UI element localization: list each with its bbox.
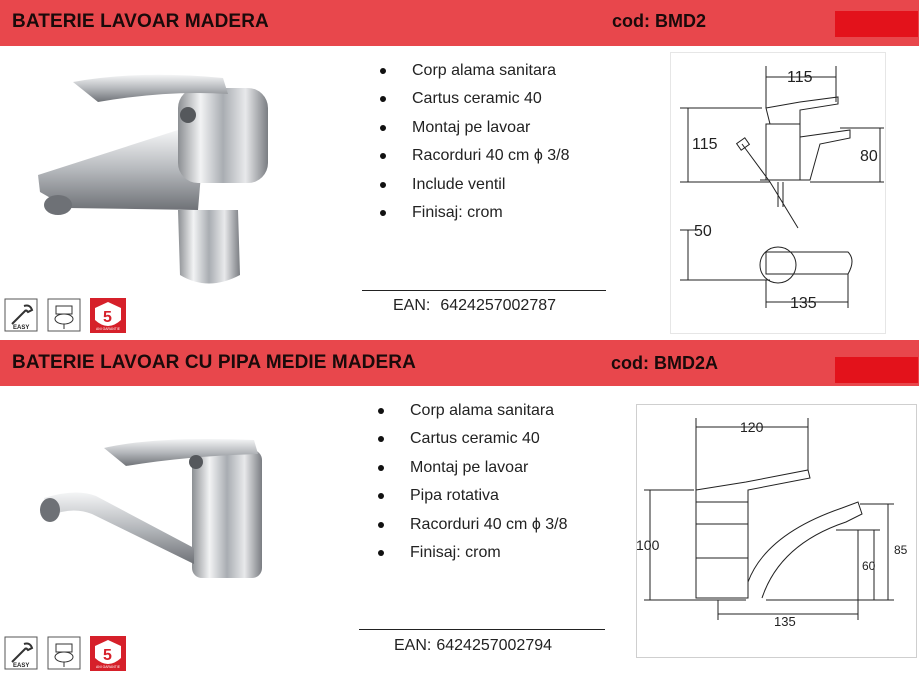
product-header-bmd2 bbox=[0, 0, 919, 46]
warranty-years: 5 bbox=[103, 647, 112, 664]
wrench-easy-icon bbox=[5, 637, 37, 669]
feature-list-bmd2a bbox=[366, 401, 567, 571]
badges-bmd2 bbox=[4, 298, 134, 339]
dim-depth: 50 bbox=[694, 223, 712, 240]
cartridge-icon bbox=[48, 637, 80, 669]
technical-drawing-bmd2 bbox=[670, 52, 886, 334]
warranty-5-years-icon bbox=[90, 636, 126, 671]
dim-height: 115 bbox=[692, 136, 718, 153]
feature-list-bmd2 bbox=[368, 61, 569, 231]
warranty-years: 5 bbox=[103, 309, 112, 326]
feature-item: Corp alama sanitara bbox=[366, 401, 567, 429]
dim-length: 135 bbox=[790, 295, 817, 312]
ean-code-bmd2a bbox=[394, 637, 552, 655]
feature-item: Racorduri 40 cm ϕ 3/8 bbox=[368, 146, 569, 174]
product-title: BATERIE LAVOAR MADERA bbox=[12, 11, 269, 32]
easy-label: EASY bbox=[13, 325, 30, 331]
dim-spout-height: 80 bbox=[860, 148, 878, 165]
ean-divider bbox=[359, 629, 605, 630]
ean-label: EAN: bbox=[394, 637, 432, 654]
ean-value: 6424257002787 bbox=[440, 297, 557, 314]
product-code: cod: BMD2A bbox=[611, 353, 718, 373]
feature-item: Finisaj: crom bbox=[366, 543, 567, 571]
product-title: BATERIE LAVOAR CU PIPA MEDIE MADERA bbox=[12, 352, 416, 373]
dim-top-width: 120 bbox=[740, 419, 764, 435]
feature-item: Montaj pe lavoar bbox=[366, 458, 567, 486]
dim-top-width: 115 bbox=[787, 69, 813, 86]
wrench-easy-icon bbox=[5, 299, 37, 331]
dim-outlet-height: 60 bbox=[862, 559, 876, 573]
feature-item: Corp alama sanitara bbox=[368, 61, 569, 89]
feature-item: Include ventil bbox=[368, 175, 569, 203]
ean-label: EAN: bbox=[393, 297, 431, 314]
header-accent-block bbox=[835, 11, 918, 37]
dim-height: 100 bbox=[636, 537, 660, 553]
faucet-photo-bmd2 bbox=[28, 60, 288, 292]
feature-item: Finisaj: crom bbox=[368, 203, 569, 231]
header-accent-block bbox=[835, 357, 918, 383]
badges-bmd2a bbox=[4, 636, 134, 677]
warranty-label: ANI GARANTIE bbox=[96, 665, 120, 669]
feature-item: Cartus ceramic 40 bbox=[368, 89, 569, 117]
ean-value: 6424257002794 bbox=[436, 637, 553, 654]
dim-spout-height: 85 bbox=[894, 543, 908, 557]
easy-label: EASY bbox=[13, 663, 30, 669]
feature-item: Racorduri 40 cm ϕ 3/8 bbox=[366, 515, 567, 543]
ean-divider bbox=[362, 290, 606, 291]
warranty-5-years-icon bbox=[90, 298, 126, 333]
faucet-photo-bmd2a bbox=[36, 430, 268, 580]
feature-item: Montaj pe lavoar bbox=[368, 118, 569, 146]
feature-item: Pipa rotativa bbox=[366, 486, 567, 514]
product-header-bmd2a bbox=[0, 340, 919, 386]
product-code: cod: BMD2 bbox=[612, 11, 706, 31]
dim-length: 135 bbox=[774, 614, 796, 629]
technical-drawing-bmd2a bbox=[636, 404, 917, 658]
feature-item: Cartus ceramic 40 bbox=[366, 429, 567, 457]
cartridge-icon bbox=[48, 299, 80, 331]
warranty-label: ANI GARANTIE bbox=[96, 327, 120, 331]
ean-code-bmd2 bbox=[393, 297, 556, 315]
